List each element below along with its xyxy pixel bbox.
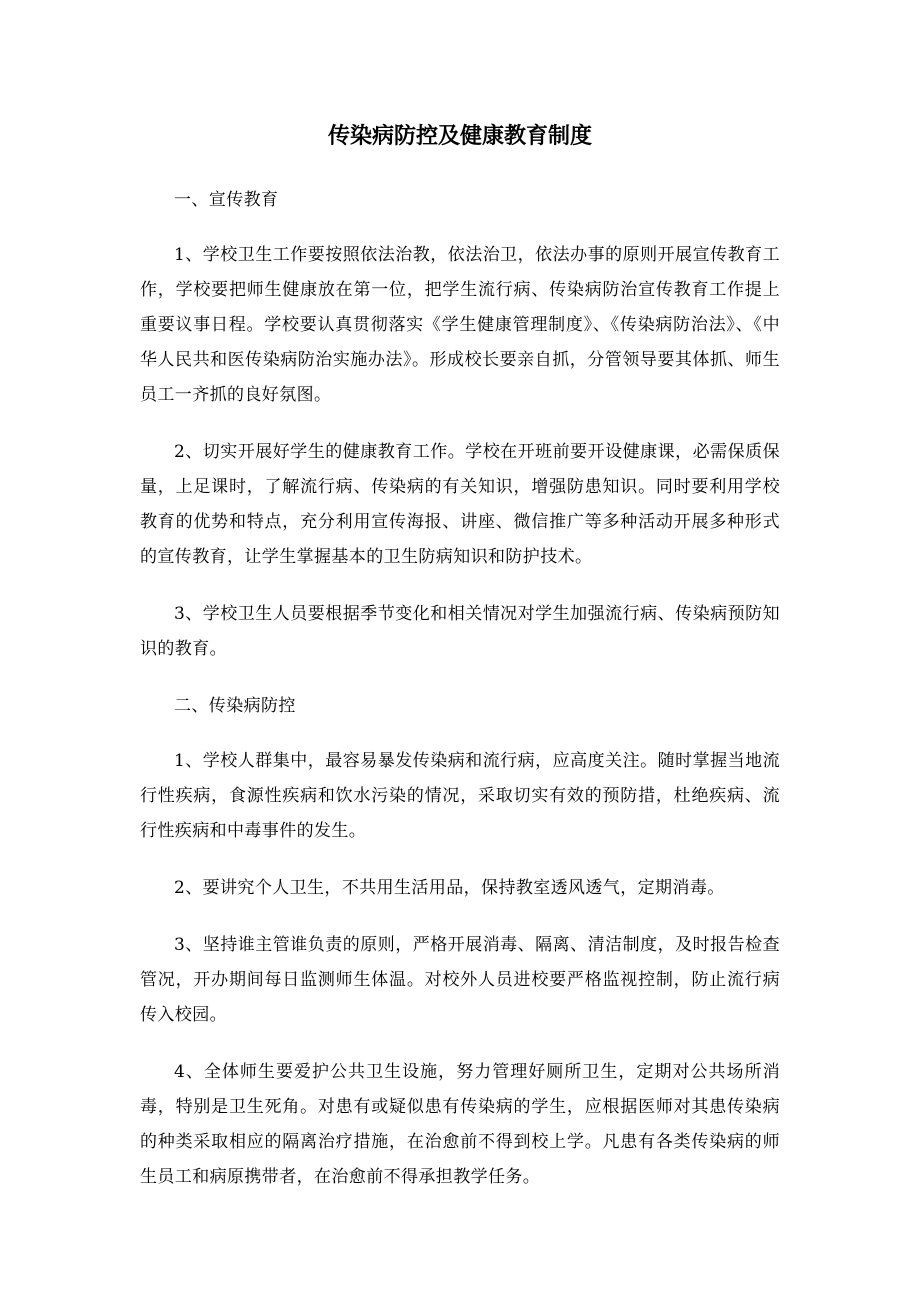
- paragraph: 3、学校卫生人员要根据季节变化和相关情况对学生加强流行病、传染病预防知识的教育。: [140, 604, 780, 659]
- paragraph: 1、学校人群集中，最容易暴发传染病和流行病，应高度关注。随时掌握当地流行性疾病，食源性疾病和饮水污染的情况，采取切实有效的预防措，杜绝疾病、流行性疾病和中毒事件的发生。: [140, 751, 780, 841]
- paragraph: 1、学校卫生工作要按照依法治教，依法治卫，依法办事的原则开展宣传教育工作，学校要把师生健康放在第一位，把学生流行病、传染病防治宣传教育工作提上重要议事日程。学校要认真贯彻落实《学生健康管理制度》、《传染病防治法》、《中华人民共和医传染病防治实施办法》。形成校长要亲自抓，分管领导要其体抓、师生员工一齐抓的良好氛图。: [140, 245, 780, 405]
- document-body: [140, 183, 780, 1217]
- paragraph: 2、切实开展好学生的健康教育工作。学校在开班前要开设健康课，必需保质保量，上足课时，了解流行病、传染病的有关知识，增强防患知识。同时要利用学校教育的优势和特点，充分利用宣传海报、讲座、微信推广等多种活动开展多种形式的宣传教育，让学生掌握基本的卫生防病知识和防护技术。: [140, 442, 780, 567]
- paragraph: 3、坚持谁主管谁负责的原则，严格开展消毒、隔离、清洁制度，及时报告检查管况，开办期间每日监测师生体温。对校外人员进校要严格监视控制，防止流行病传入校园。: [140, 935, 780, 1025]
- paragraph: 2、要讲究个人卫生，不共用生活用品，保持教室透风透气，定期消毒。: [174, 878, 725, 898]
- section-heading-publicity: 一、宣传教育: [174, 190, 279, 210]
- section-heading-prevention: 二、传染病防控: [174, 696, 296, 716]
- paragraph: 4、全体师生要爱护公共卫生设施，努力管理好厕所卫生，定期对公共场所消毒，特别是卫生死角。对患有或疑似患有传染病的学生，应根据医师对其患传染病的种类采取相应的隔离治疗措施，在治愈前不得到校上学。凡患有各类传染病的师生员工和病原携带者，在治愈前不得承担教学任务。: [140, 1062, 780, 1187]
- document-title: 传染病防控及健康教育制度: [327, 123, 592, 149]
